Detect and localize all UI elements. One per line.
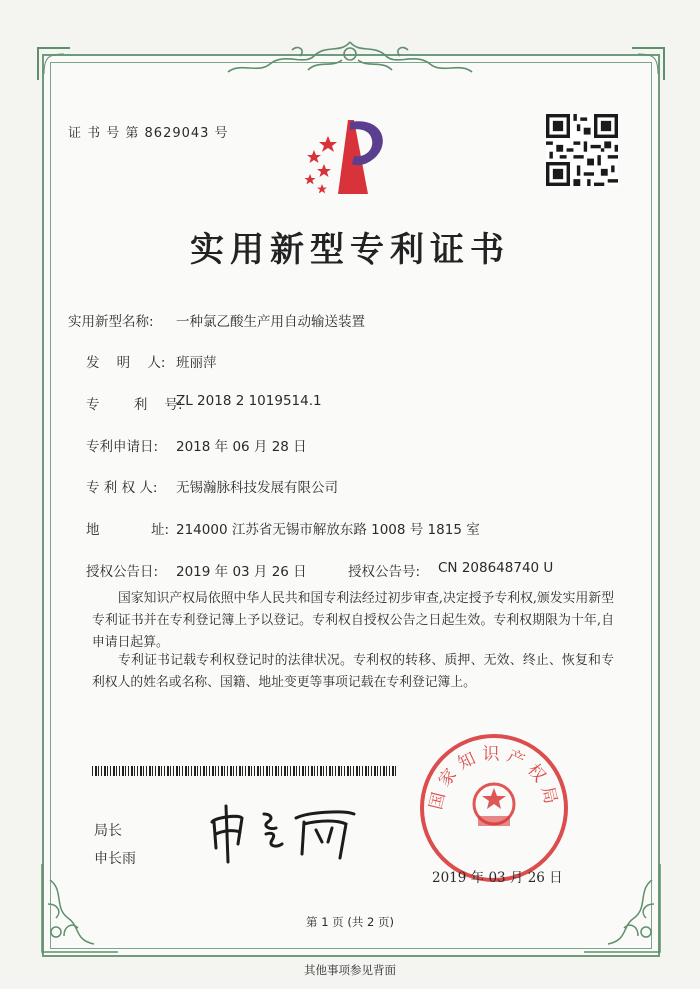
official-seal — [416, 730, 572, 886]
bottom-left-corner-ornament — [34, 860, 124, 960]
top-ornament — [222, 38, 478, 82]
seal-date: 2019 年 03 月 26 日 — [432, 870, 563, 886]
signatory-name: 申长雨 — [94, 851, 136, 867]
barcode — [92, 766, 398, 776]
back-page-note: 其他事项参见背面 — [304, 963, 396, 977]
address-label: 地 址: — [86, 522, 170, 538]
cnipa-logo-icon — [298, 112, 394, 198]
seal-text: 国家知识产权局 — [426, 744, 562, 812]
grant-number-value: CN 208648740 U — [438, 560, 554, 576]
signatory-title: 局长 — [94, 823, 122, 839]
filing-date-value: 2018 年 06 月 28 日 — [176, 439, 307, 455]
grant-number-label: 授权公告号: — [348, 564, 421, 580]
bottom-right-corner-ornament — [578, 860, 668, 960]
top-left-corner-ornament — [34, 44, 74, 84]
grant-statement-paragraph: 国家知识产权局依照中华人民共和国专利法经过初步审查,决定授予专利权,颁发实用新型专利证书并在专利登记簿上予以登记。专利权自授权公告之日起生效。专利权期限为十年,自申请日起算。 — [92, 591, 614, 650]
certificate-number: 证 书 号 第 8629043 号 — [68, 126, 229, 141]
page-indicator: 第 1 页 (共 2 页) — [306, 915, 394, 929]
inventor-value: 班丽萍 — [176, 355, 217, 371]
legal-status-paragraph: 专利证书记载专利权登记时的法律状况。专利权的转移、质押、无效、终止、恢复和专利权人的姓名或名称、国籍、地址变更等事项记载在专利登记簿上。 — [92, 653, 614, 690]
certificate-title: 实用新型专利证书 — [190, 230, 510, 270]
inventor-label: 发 明 人: — [86, 355, 166, 371]
patent-number-label: 专 利 号: — [86, 397, 183, 413]
address-value: 214000 江苏省无锡市解放东路 1008 号 1815 室 — [176, 522, 480, 538]
filing-date-label: 专利申请日: — [86, 439, 159, 455]
qr-code — [546, 114, 618, 186]
patentee-value: 无锡瀚脉科技发展有限公司 — [176, 480, 338, 496]
handwritten-signature — [204, 800, 364, 866]
top-right-corner-ornament — [628, 44, 668, 84]
utility-model-name-label: 实用新型名称: — [68, 314, 154, 330]
grant-date-label: 授权公告日: — [86, 564, 159, 580]
grant-date-value: 2019 年 03 月 26 日 — [176, 564, 307, 580]
utility-model-name-value: 一种氯乙酸生产用自动输送装置 — [176, 314, 365, 330]
patentee-label: 专 利 权 人: — [86, 480, 158, 496]
patent-number-value: ZL 2018 2 1019514.1 — [176, 393, 322, 409]
